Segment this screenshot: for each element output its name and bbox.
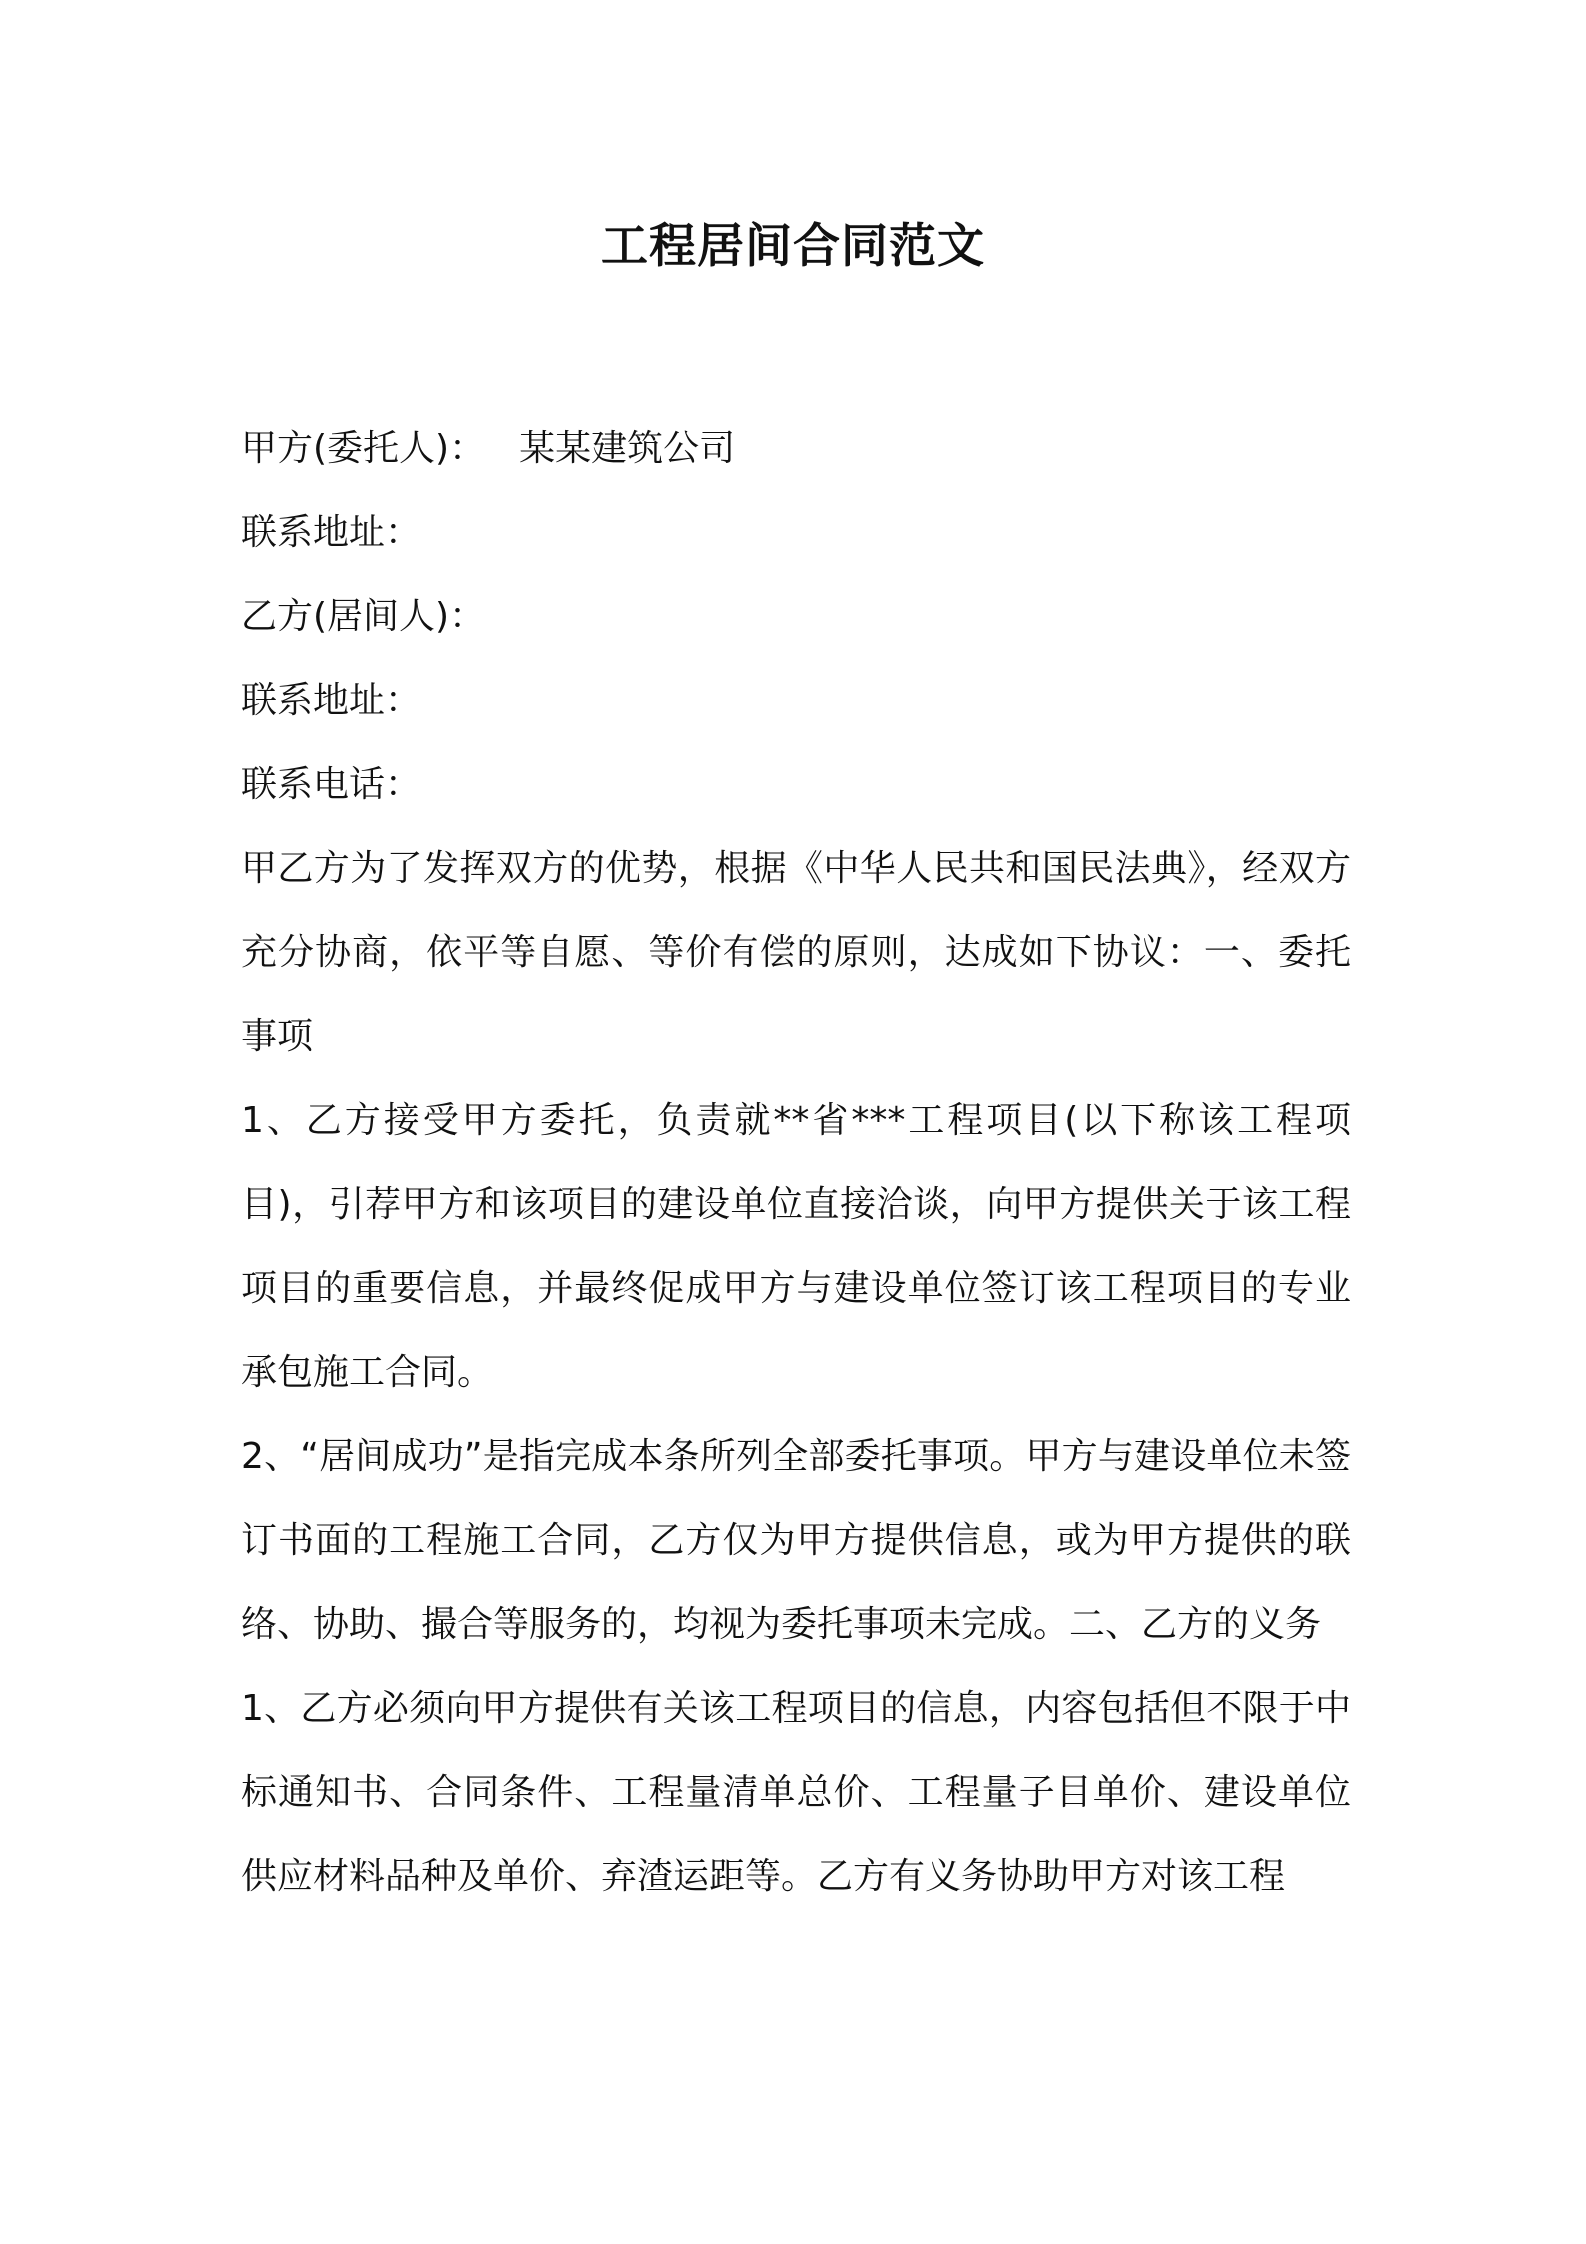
paragraph-clause-1-1: 1、乙方接受甲方委托，负责就**省***工程项目(以下称该工程项目)，引荐甲方和该项目的建设单位直接洽谈，向甲方提供关于该工程项目的重要信息，并最终促成甲方与建设单位签订该工程项目的专业承包施工合同。 bbox=[241, 1100, 1351, 1393]
document-body bbox=[241, 407, 1351, 1919]
paragraph-preamble: 甲乙方为了发挥双方的优势，根据《中华人民共和国民法典》，经双方充分协商，依平等自愿、等价有偿的原则，达成如下协议：一、委托事项 bbox=[241, 848, 1351, 1057]
document-title: 工程居间合同范文 bbox=[601, 219, 985, 274]
paragraph-clause-1-2: 2、“居间成功”是指完成本条所列全部委托事项。甲方与建设单位未签订书面的工程施工合同，乙方仅为甲方提供信息，或为甲方提供的联络、协助、撮合等服务的，均视为委托事项未完成。二、乙方的义务 bbox=[241, 1436, 1351, 1645]
party-a-value: 某某建筑公司 bbox=[519, 428, 736, 469]
party-b-address-line: 联系地址： bbox=[241, 680, 422, 721]
party-b-line: 乙方(居间人)： bbox=[241, 596, 486, 637]
party-a-line bbox=[241, 407, 1351, 491]
paragraph-clause-2-1: 1、乙方必须向甲方提供有关该工程项目的信息，内容包括但不限于中标通知书、合同条件、工程量清单总价、工程量子目单价、建设单位供应材料品种及单价、弃渣运距等。乙方有义务协助甲方对该工程 bbox=[241, 1688, 1351, 1897]
party-a-address-line: 联系地址： bbox=[241, 512, 422, 553]
party-a-label: 甲方(委托人)： bbox=[241, 428, 486, 469]
party-b-phone-line: 联系电话： bbox=[241, 764, 422, 805]
